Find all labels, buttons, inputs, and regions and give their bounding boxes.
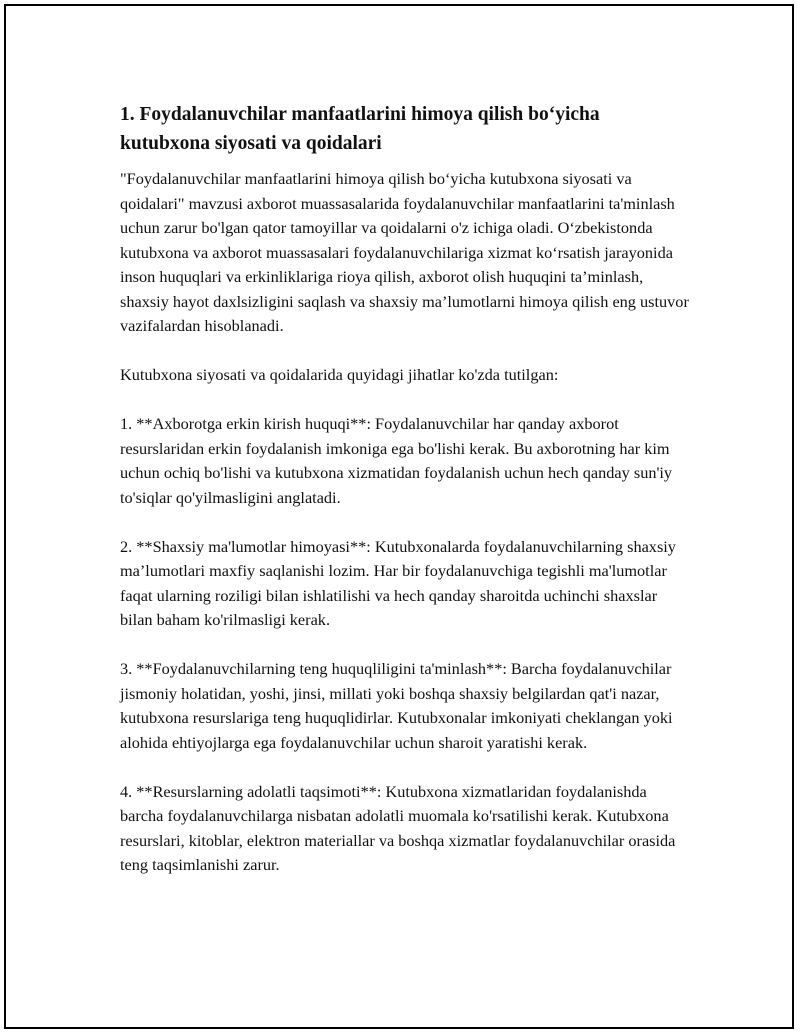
list-item-free-access: 1. **Axborotga erkin kirish huquqi**: Foydalanuvchilar har qanday axborot resurslaridan erkin foydalanish imkoniga ega bo'lishi kerak. Bu axborotning har kim uchun ochiq bo'lishi va kutubxona xizmatidan foydalanish uchun hech qanday sun'iy to'siqlar qo'yilmasligini anglatadi.: [120, 414, 673, 507]
page-frame: [4, 4, 794, 1029]
list-item-personal-data: 2. **Shaxsiy ma'lumotlar himoyasi**: Kutubxonalarda foydalanuvchilarning shaxsiy ma’lumotlari maxfiy saqlanishi lozim. Har bir foydalanuvchiga tegishli ma'lumotlar faqat ularning roziligi bilan ishlatilishi va hech qanday sharoitda uchinchi shaxslar bilan baham ko'rilmasligi kerak.: [120, 536, 676, 629]
policy-intro-paragraph: Kutubxona siyosati va qoidalarida quyidagi jihatlar ko'zda tutilgan:: [120, 365, 559, 384]
section-heading: 1. Foydalanuvchilar manfaatlarini himoya qilish bo‘yicha kutubxona siyosati va qoidalari: [120, 104, 600, 154]
list-item-equal-rights: 3. **Foydalanuvchilarning teng huquqliligini ta'minlash**: Barcha foydalanuvchilar jismoniy holatidan, yoshi, jinsi, millati yoki boshqa shaxsiy belgilardan qat'i nazar, kutubxona resurslariga teng huquqlidirlar. Kutubxonalar imkoniyati cheklangan yoki alohida ehtiyojlarga ega foydalanuvchilar uchun sharoit yaratishi kerak.: [120, 659, 673, 752]
intro-paragraph: "Foydalanuvchilar manfaatlarini himoya qilish bo‘yicha kutubxona siyosati va qoidalari" mavzusi axborot muassasalarida foydalanuvchilar manfaatlarini ta'minlash uchun zarur bo'lgan qator tamoyillar va qoidalarni o'z ichiga oladi. O‘zbekistonda kutubxona va axborot muassasalari foydalanuvchilariga xizmat ko‘rsatish jarayonida inson huquqlari va erkinliklariga rioya qilish, axborot olish huquqini ta’minlash, shaxsiy hayot daxlsizligini saqlash va shaxsiy ma’lumotlarni himoya qilish eng ustuvor vazifalardan hisoblanadi.: [120, 169, 689, 335]
document-body: [120, 100, 692, 902]
list-item-fair-distribution: 4. **Resurslarning adolatli taqsimoti**: Kutubxona xizmatlaridan foydalanishda barcha foydalanuvchilarga nisbatan adolatli muomala ko'rsatilishi kerak. Kutubxona resurslari, kitoblar, elektron materiallar va boshqa xizmatlar foydalanuvchilar orasida teng taqsimlanishi zarur.: [120, 781, 676, 874]
